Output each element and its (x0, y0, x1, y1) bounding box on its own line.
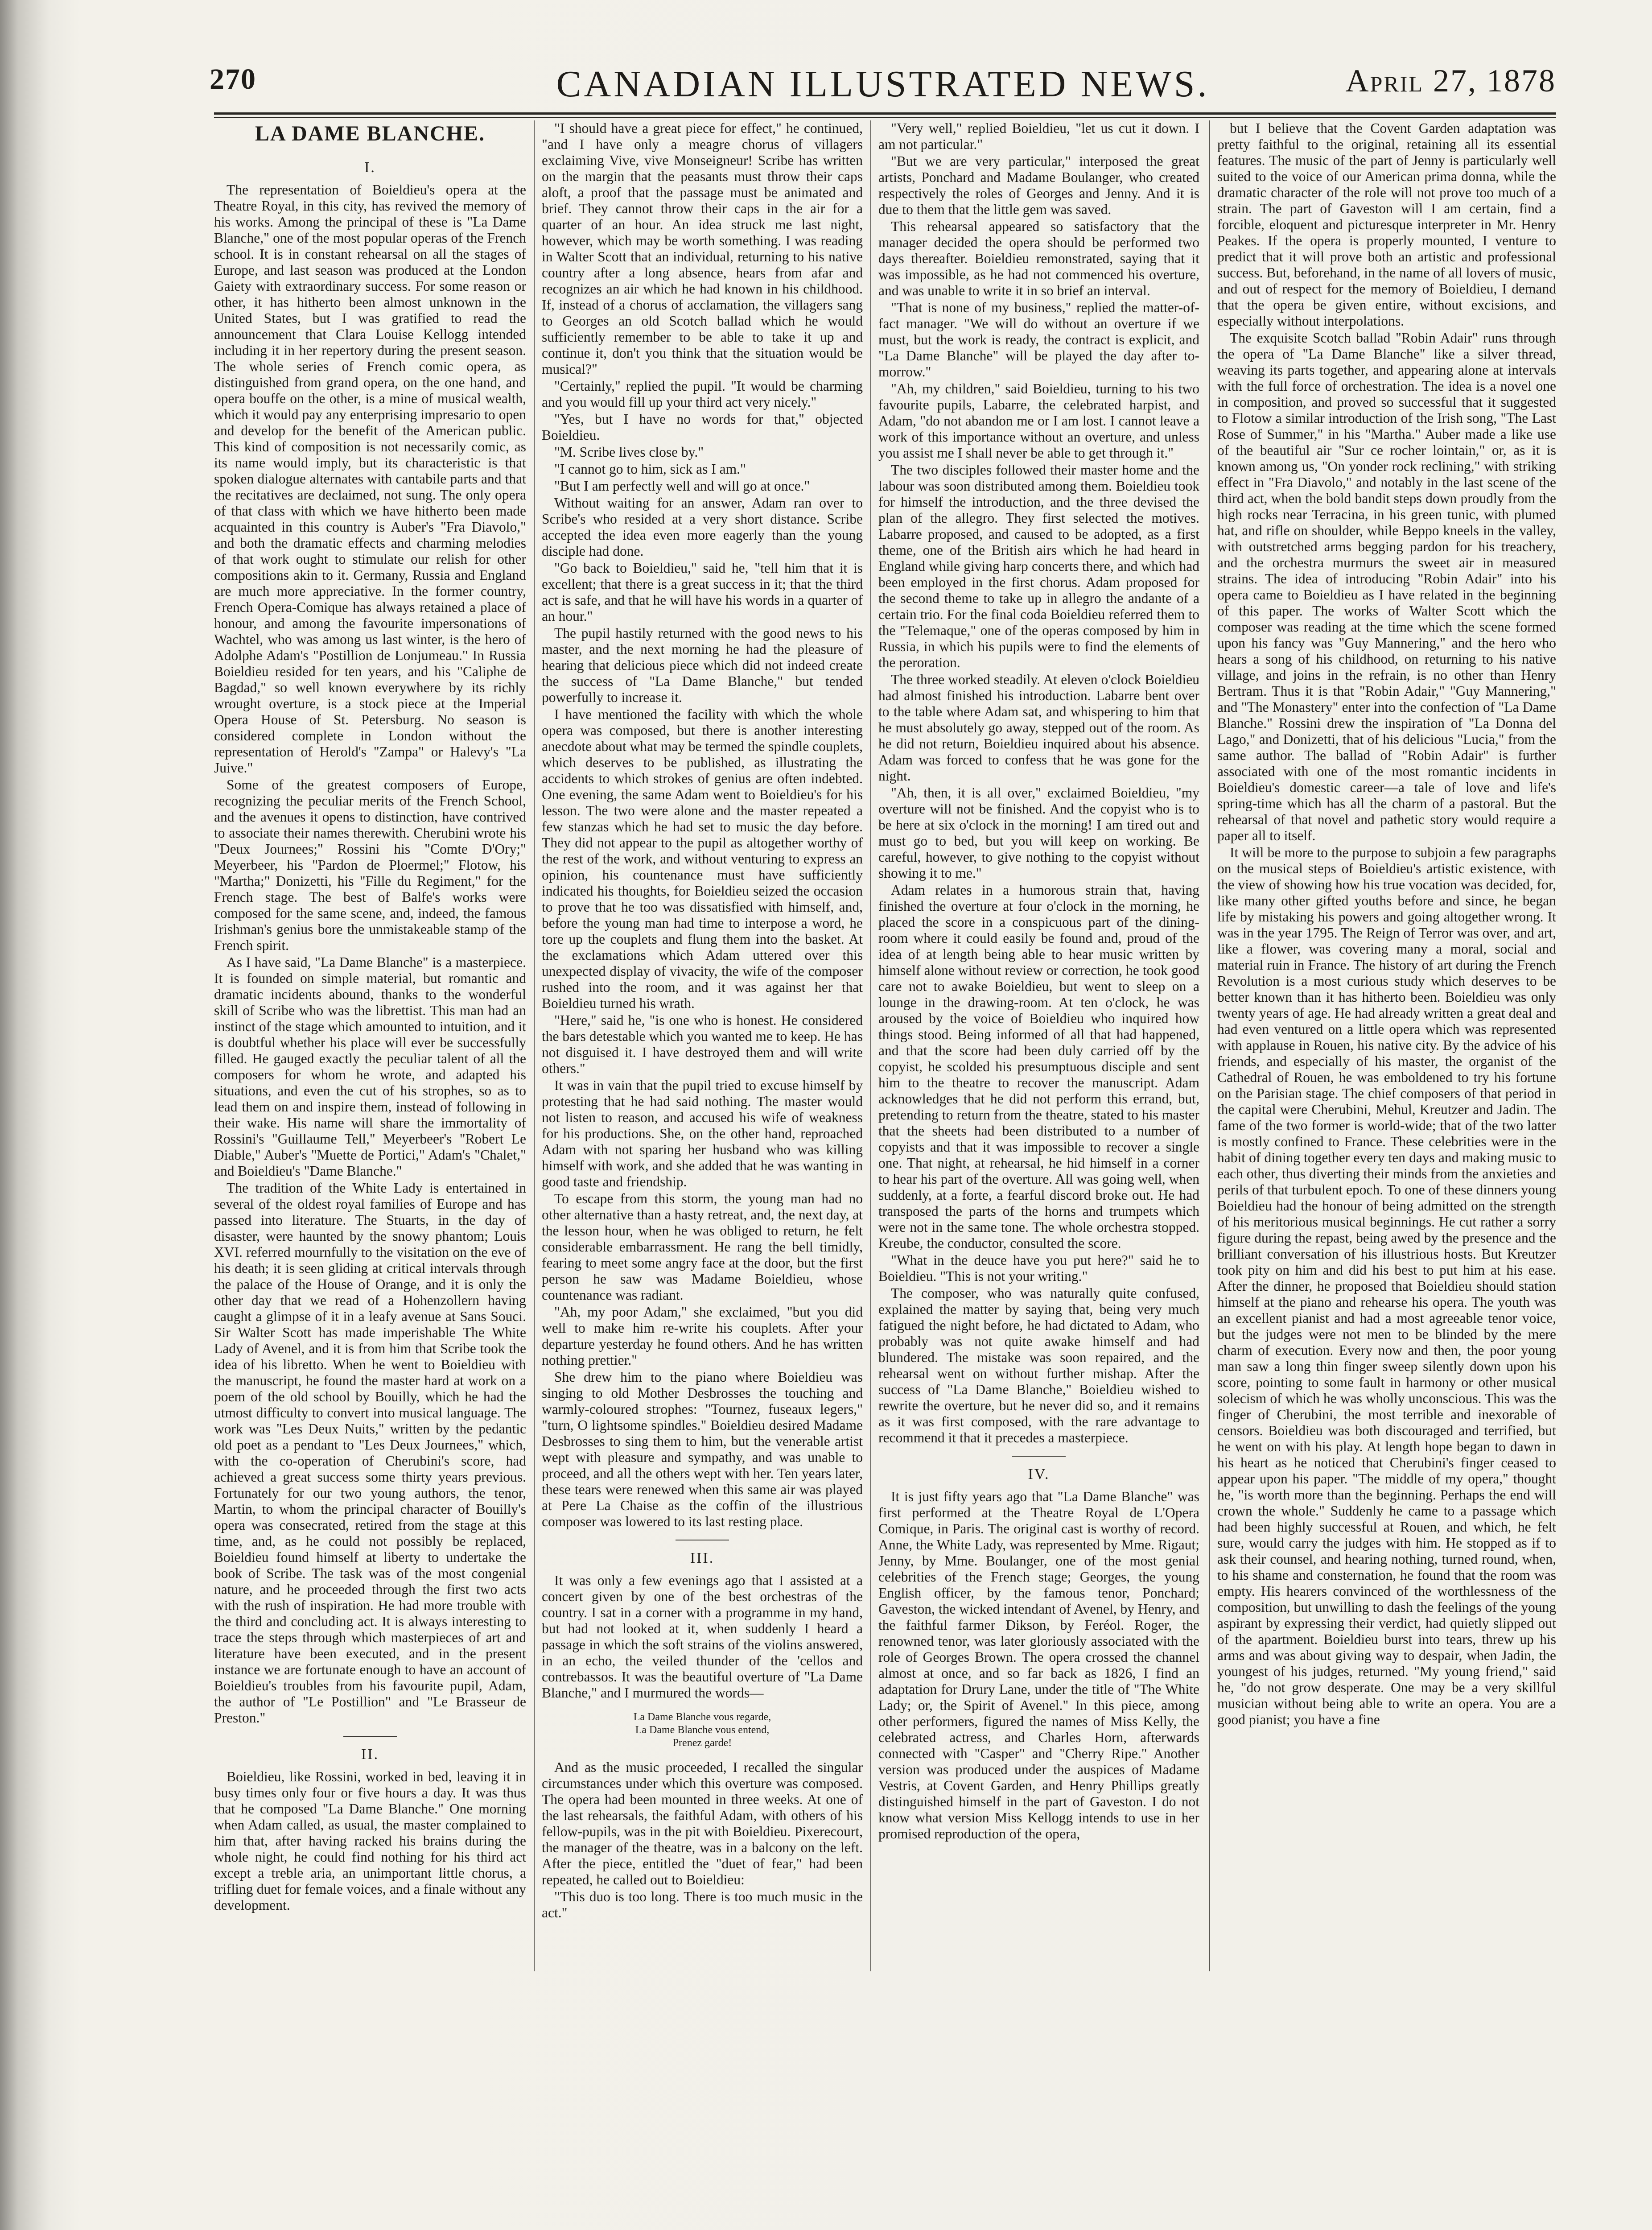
paragraph: The two disciples followed their master home and the labour was soon distributed among them. Boieldieu took for himself the introduction, and the three devised the plan of the allegro. They first selected the motives. Labarre proposed, and caused to be adopted, as a first theme, one of the British airs which he had heard in England while giving harp concerts there, and which had been employed in the first chorus. Adam proposed for the second theme to take up in allegro the andante of a certain trio. For the final coda Boieldieu referred them to the "Telemaque," one of the operas composed by him in Russia, in which his pupils were to find the elements of the peroration. (878, 462, 1199, 670)
paragraph: This rehearsal appeared so satisfactory that the manager decided the opera should be performed two days thereafter. Boieldieu remonstrated, saying that it was impossible, as he had not commenced his overture, and was unable to write it in so brief an interval. (878, 219, 1199, 298)
verse-line: Prenez garde! (672, 1737, 732, 1749)
article-title: LA DAME BLANCHE. (255, 122, 486, 145)
article-body (542, 1573, 863, 1701)
paragraph: "Here," said he, "is one who is honest. He considered the bars detestable which you wanted me to keep. He has not disguised it. I have destroyed them and will write others." (542, 1012, 863, 1076)
paragraph: "I cannot go to him, sick as I am." (554, 461, 746, 477)
paragraph: The pupil hastily returned with the good news to his master, and the next morning he had the pleasure of hearing that delicious piece which did not indeed create the success of "La Dame Blanche," but tended powerfully to increase it. (542, 625, 863, 705)
paragraph: It is just fifty years ago that "La Dame Blanche" was first performed at the Theatre Royal de L'Opera Comique, in Paris. The original cast is worthy of record. Anne, the White Lady, was represented by Mme. Rigaut; Jenny, by Mme. Boulanger, one of the most genial celebrities of the French stage; Georges, the young English officer, by the famous tenor, Ponchard; Gaveston, the wicked intendant of Avenel, by Henry, and the faithful farmer Dikson, by Feréol. Roger, the renowned tenor, was later gloriously associated with the role of Georges Brown. The opera crossed the channel almost at once, and so far back as 1826, I find an adaptation for Drury Lane, under the title of "The White Lady; or, the Spirit of Avenel." In this piece, among other performers, figured the names of Miss Kelly, the celebrated actress, and Charles Horn, afterwards connected with "Casper" and "Cherry Ripe." Another version was produced under the auspices of Madame Vestris, at Covent Garden, and Henry Phillips greatly distinguished himself in the part of Gaveston. I do not know what version Miss Kellogg intends to use in her promised reproduction of the opera, (878, 1489, 1199, 1842)
paragraph: The tradition of the White Lady is entertained in several of the oldest royal families of Europe and has passed into literature. The Stuarts, in the day of disaster, were haunted by the snowy phantom; Louis XVI. referred mournfully to the visitation on the eve of his death; it is seen gliding at critical intervals through the palace of the House of Orange, and it is only the other day that we read of a Hohenzollern having caught a glimpse of it in a leafy avenue at Sans Souci. Sir Walter Scott has made imperishable The White Lady of Avenel, and it is from him that Scribe took the idea of his libretto. When he went to Boieldieu with the manuscript, he found the master hard at work on a poem of the old school by Bouilly, which he had the utmost difficulty to convert into musical language. The work was "Les Deux Nuits," written by the pedantic old poet as a pendant to "Les Deux Journees," which, with the co-operation of Cherubini's score, had achieved a great success some thirty years previous. Fortunately for our two young authors, the tenor, Martin, to whom the principal character of Bouilly's opera was consecrated, retired from the stage at this time, and, as he could not possibly be replaced, Boieldieu found himself at liberty to undertake the book of Scribe. The task was of the most congenial nature, and he proceeded through the first two acts with the rush of inspiration. He had more trouble with the third and concluding act. It is always interesting to trace the steps through which masterpieces of art and literature have been executed, and in the present instance we are fortunate enough to have an account of Boieldieu's troubles from his favourite pupil, Adam, the author of "Le Postillion" and "Le Brasseur de Preston." (214, 1180, 526, 1726)
paragraph: but I believe that the Covent Garden adaptation was pretty faithful to the original, retaining all its essential features. The music of the part of Jenny is particularly well suited to the voice of our American prima donna, while the dramatic character of the role will not prove too much of a strain. The part of Gaveston will I am certain, find a forcible, eloquent and picturesque interpreter in Mr. Henry Peakes. If the opera is properly mounted, I venture to predict that it will prove both an artistic and professional success. But, beforehand, in the name of all lovers of music, and out of respect for the memory of Boieldieu, I demand that the opera be given entire, without excisions, and especially without interpolations. (1217, 120, 1556, 329)
paragraph: The three worked steadily. At eleven o'clock Boieldieu had almost finished his introduction. Labarre bent over to the table where Adam sat, and whispering to him that he must absolutely go away, stepped out of the room. As he did not return, Boieldieu inquired about his absence. Adam was forced to confess that he was gone for the night. (878, 672, 1199, 784)
column-divider (534, 120, 535, 1971)
paragraph: And as the music proceeded, I recalled the singular circumstances under which this overture was composed. The opera had been mounted in three weeks. At one of the last rehearsals, the faithful Adam, with others of his fellow-pupils, was in the pit with Boieldieu. Pixerecourt, the manager of the theatre, was in a balcony on the left. After the piece, entitled the "duet of fear," had been repeated, he called out to Boieldieu: (542, 1759, 863, 1887)
paragraph: Some of the greatest composers of Europe, recognizing the peculiar merits of the French School, and the avenues it opens to distinction, have contrived to associate their names therewith. Cherubini wrote his "Deux Journees;" Rossini his "Comte D'Ory;" Meyerbeer, his "Pardon de Ploermel;" Flotow, his "Martha;" Donizetti, his "Fille du Regiment," for the French stage. The best of Balfe's works were composed for the same scene, and, indeed, the famous Irishman's genius bore the unmistakeable stamp of the French spirit. (214, 777, 526, 953)
paragraph: To escape from this storm, the young man had no other alternative than a hasty retreat, and, the next day, at the lesson hour, when he was obliged to return, he felt considerable embarrassment. He rang the bell timidly, fearing to meet some angry face at the door, but the first person he saw was Madame Boieldieu, whose countenance was radiant. (542, 1191, 863, 1303)
paragraph: "That is none of my business," replied the matter-of-fact manager. "We will do without an overture if we must, but the work is ready, the contract is explicit, and "La Dame Blanche" will be played the day after to-morrow." (878, 300, 1199, 380)
paragraph: "But I am perfectly well and will go at once." (554, 478, 810, 494)
section-separator (343, 1736, 397, 1737)
paragraph: "But we are very particular," interposed the great artists, Ponchard and Madame Boulanger, who created respectively the roles of Georges and Jenny. And it is due to them that the little gem was saved. (878, 153, 1199, 217)
article-body (214, 182, 526, 1726)
section-heading-2: II. (361, 1746, 379, 1763)
paragraph: She drew him to the piano where Boieldieu was singing to old Mother Desbrosses the touching and warmly-coloured strophes: "Tournez, fuseaux legers," "turn, O lightsome spindles." Boieldieu desired Madame Desbrosses to sing them to him, but the venerable artist wept with pleasure and sympathy, and was unable to proceed, and all the others wept with her. Ten years later, these tears were renewed when this same air was played at Pere La Chaise as the coffin of the illustrious composer was lowered to its last resting place. (542, 1369, 863, 1529)
verse-line: La Dame Blanche vous regarde, (633, 1711, 771, 1723)
section-heading-3: III. (690, 1550, 715, 1566)
paragraph: "Ah, my poor Adam," she exclaimed, "but you did well to make him re-write his couplets. After your departure yesterday he found others. And he has written nothing prettier." (542, 1304, 863, 1368)
paragraph: "Very well," replied Boieldieu, "let us cut it down. I am not particular." (878, 120, 1199, 152)
paragraph: "Ah, then, it is all over," exclaimed Boieldieu, "my overture will not be finished. And the copyist who is to be here at six o'clock in the morning! I am tired out and must go to bed, but you will keep on working. Be careful, however, to give nothing to the copyist without showing it to me." (878, 785, 1199, 881)
column-divider (1209, 120, 1210, 1971)
masthead: CANADIAN ILLUSTRATED NEWS. (556, 63, 1210, 105)
article-body (542, 1759, 863, 1921)
paragraph: I have mentioned the facility with which the whole opera was composed, but there is another interesting anecdote about what may be termed the spindle couplets, which deserves to be published, as illustrating the accidents to which strokes of genius are often indebted. One evening, the same Adam went to Boieldieu's for his lesson. The two were alone and the master repeated a few stanzas which he had set to music the day before. They did not appear to the pupil as altogether worthy of the rest of the work, and without venturing to express an opinion, his countenance must have sufficiently indicated his thoughts, for Boieldieu seized the occasion to prove that he too was dissatisfied with himself, and, before the young man had time to interpose a word, he tore up the couplets and flung them into the basket. At the exclamations which Adam uttered over this unexpected display of vivacity, the wife of the composer rushed into the room, and it was against her that Boieldieu turned his wrath. (542, 706, 863, 1011)
paragraph: "Ah, my children," said Boieldieu, turning to his two favourite pupils, Labarre, the celebrated harpist, and Adam, "do not abandon me or I am lost. I cannot leave a work of this importance without an overture, and unless you assist me I shall never be able to get through it." (878, 381, 1199, 461)
column-divider (870, 120, 871, 1971)
paragraph: The representation of Boieldieu's opera at the Theatre Royal, in this city, has revived the memory of his works. Among the principal of these is "La Dame Blanche," one of the most popular operas of the French school. It is in constant rehearsal on all the stages of Europe, and last season was produced at the London Gaiety with extraordinary success. For some reason or other, it has hitherto been almost unknown in the United States, but I was gratified to read the announcement that Clara Louise Kellogg intended including it in her repertory during the present season. The whole series of French comic opera, as distinguished from grand opera, on the one hand, and opera bouffe on the other, is a mine of musical wealth, which it would pay any enterprising impresario to open and develop for the benefit of the American public. This kind of composition is not necessarily comic, as its name would imply, but its characteristic is that spoken dialogue alternates with cantabile parts and that the recitatives are declaimed, not sung. The only opera of that class with which we have hitherto been made acquainted in this country is Auber's "Fra Diavolo," and both the dramatic effects and charming melodies of that work ought to stimulate our relish for other compositions akin to it. Germany, Russia and England are much more appreciative. In the former country, French Opera-Comique has always retained a place of honour, and among the favourite impersonations of Wachtel, who was among us last winter, is the hero of Adolphe Adam's "Postillion de Lonjumeau." In Russia Boieldieu resided for ten years, and his "Caliphe de Bagdad," so well known everywhere by its richly wrought overture, is a stock piece at the Imperial Opera House of St. Petersburg. No season is considered complete in London without the representation of Herold's "Zampa" or Halevy's "La Juive." (214, 182, 526, 776)
paragraph: It will be more to the purpose to subjoin a few paragraphs on the musical steps of Boieldieu's artistic existence, with the view of showing how his true vocation was decided, for, like many other gifted youths before and since, he began life by mistaking his powers and going altogether wrong. It was in the year 1795. The Reign of Terror was over, and art, like a flower, was covering many a moral, social and material ruin in France. The history of art during the French Revolution is a most curious study which deserves to be better known than it has hitherto been. Boieldieu was only twenty years of age. He had already written a great deal and had even ventured on a little opera which was represented with applause in Rouen, his native city. By the advice of his friends, and especially of his master, the organist of the Cathedral of Rouen, he was emboldened to try his fortune on the Parisian stage. The chief composers of that period in the capital were Cherubini, Mehul, Kreutzer and Jadin. The fame of the two former is world-wide; that of the two latter is mostly confined to France. These celebrities were in the habit of dining together every ten days and making music to each other, thus diverting their minds from the anxieties and perils of that turbulent epoch. To one of these dinners young Boieldieu had the honour of being admitted on the strength of his meritorious musical beginnings. He cut rather a sorry figure during the repast, being awed by the presence and the brilliant conversation of his illustrious hosts. But Kreutzer took pity on him and did his best to put him at his ease. After the dinner, he proposed that Boieldieu should station himself at the piano and rehearse his opera. The youth was an excellent pianist and had a most agreeable tenor voice, but the judges were not men to be blinded by the mere charm of execution. Every now and then, the poor young man saw a long thin finger sweep silently down upon his score, pointing to some fault in harmony or other musical solecism of which he was wholly unconscious. This was the finger of Cherubini, the most terrible and inexorable of censors. Boieldieu was both discouraged and terrified, but he went on with his play. At length hope began to dawn in his heart as he noticed that Cherubini's finger ceased to appear upon his paper. "The middle of my opera," thought he, "is worth more than the beginning. Perhaps the end will crown the whole." Suddenly he came to a passage which had been highly successful at Rouen, and which, he felt sure, would carry the judges with him. He stopped as if to ask their counsel, and hearing nothing, turned round, when, to his shame and consternation, he found that the room was empty. His hearers convinced of the worthlessness of the composition, but unwilling to dash the feelings of the young aspirant by expressing their verdict, had quietly slipped out of the apartment. Boieldieu burst into tears, threw up his arms and was about giving way to despair, when Jadin, the youngest of his judges, returned. "My young friend," said he, "do not grow desperate. One may be a very skillful musician without being able to write an opera. You are a good pianist; you have a fine (1217, 845, 1556, 1727)
verse-line: La Dame Blanche vous entend, (635, 1724, 770, 1736)
column-1 (214, 120, 526, 1971)
paragraph: "I should have a great piece for effect," he continued, "and I have only a meagre chorus of villagers exclaiming Vive, vive Monseigneur! Scribe has written on the margin that the peasants must throw their caps aloft, a proof that the passage must be animated and brief. They cannot throw their caps in the air for a quarter of an hour. An idea struck me last night, however, which may be worth something. I was reading in Walter Scott that an individual, returning to his native country after a long absence, hears from afar and recognizes an air which he had known in his childhood. If, instead of a chorus of acclamation, the villagers sang to Georges an old Scotch ballad which he would sufficiently remember to be able to take it up and continue it, don't you think that the situation would be musical?" (542, 120, 863, 377)
column-2 (542, 120, 863, 1971)
article-body (542, 120, 863, 1530)
verse-quote (542, 1711, 863, 1750)
column-4 (1217, 120, 1556, 1971)
article-body (878, 1489, 1199, 1842)
column-3 (878, 120, 1199, 1971)
section-separator (1012, 1456, 1066, 1457)
section-heading-1: I. (364, 159, 376, 176)
paragraph: Without waiting for an answer, Adam ran over to Scribe's who resided at a very short distance. Scribe accepted the idea even more eagerly than the young disciple had done. (542, 495, 863, 559)
paragraph: It was only a few evenings ago that I assisted at a concert given by one of the best orchestras of the country. I sat in a corner with a programme in my hand, but had not looked at it, when suddenly I heard a passage in which the soft strains of the violins answered, in an echo, the veiled thunder of the 'cellos and contrebassos. It was the beautiful overture of "La Dame Blanche," and I murmured the words— (542, 1573, 863, 1701)
paragraph: "What in the deuce have you put here?" said he to Boieldieu. "This is not your writing." (878, 1252, 1199, 1284)
paragraph: "Certainly," replied the pupil. "It would be charming and you would fill up your third act very nicely." (542, 378, 863, 410)
article-body (878, 120, 1199, 1446)
page-header (210, 54, 1556, 120)
paragraph: "Yes, but I have no words for that," objected Boieldieu. (542, 411, 863, 443)
paragraph: It was in vain that the pupil tried to excuse himself by protesting that he had said nothing. The master would not listen to reason, and accused his wife of weakness for his productions. She, on the other hand, reproached Adam with not sparing her husband who was killing himself with work, and she added that he was wanting in good taste and friendship. (542, 1078, 863, 1189)
paragraph: The composer, who was naturally quite confused, explained the matter by saying that, being very much fatigued the night before, he had dictated to Adam, who probably was not quite awake himself and had blundered. The mistake was soon repaired, and the rehearsal went on without further mishap. After the success of "La Dame Blanche," Boieldieu wished to rewrite the overture, but he never did so, and it remains as it was first composed, with the rare advantage to recommend it that it precedes a masterpiece. (878, 1285, 1199, 1445)
article-body (1217, 120, 1556, 1728)
paragraph: Adam relates in a humorous strain that, having finished the overture at four o'clock in the morning, he placed the score in a conspicuous part of the dining-room where it could easily be found and, proud of the idea of at length being able to hear music written by himself alone without review or correction, he took good care not to awake Boieldieu, but went to sleep on a lounge in the drawing-room. At ten o'clock, he was aroused by the voice of Boieldieu who inquired how things stood. Being informed of all that had happened, and that the score had been duly carried off by the copyist, he scolded his presumptuous disciple and sent him to the theatre to recover the manuscript. Adam acknowledges that he did not perform this errand, but, pretending to return from the theatre, stated to his master that the sheets had been distributed to a number of copyists and that it was impossible to recover a single one. That night, at rehearsal, he hid himself in a corner to hear his part of the overture. All was going well, when suddenly, at a forte, a fearful discord broke out. He had transposed the parts of the horns and trumpets which were not in the same tone. The whole orchestra stopped. Kreube, the conductor, consulted the score. (878, 882, 1199, 1251)
paragraph: "M. Scribe lives close by." (554, 444, 704, 460)
issue-date: April 27, 1878 (1345, 63, 1556, 99)
header-rule-thin (214, 117, 1556, 118)
paragraph: The exquisite Scotch ballad "Robin Adair" runs through the opera of "La Dame Blanche" like a silver thread, weaving its parts together, and appearing alone at intervals with the full force of orchestration. The idea is a novel one in composition, and proved so successful that it suggested to Flotow a similar introduction of the Irish song, "The Last Rose of Summer," in his "Martha." Auber made a like use of the beautiful air "Sur ce rocher lointain," or, as it is known among us, "On yonder rock reclining," with striking effect in "Fra Diavolo," and notably in the last scene of the third act, when the bold bandit steps down proudly from the high rocks near Terracina, in his green tunic, with plumed hat, and rifle on shoulder, while Beppo kneels in the valley, with outstretched arms begging pardon for his treachery, and the orchestra murmurs the sweet air in measured strains. The idea of introducing "Robin Adair" into his opera came to Boieldieu as I have related in the beginning of this paper. The works of Walter Scott which the composer was reading at the time which the scene formed upon his fancy was "Guy Mannering," and the hero who hears a song of his childhood, on returning to his native village, and joins in the refrain, is no other than Henry Bertram. Thus it is that "Robin Adair," "Guy Mannering," and "The Monastery" enter into the confection of "La Dame Blanche." Rossini drew the inspiration of "La Donna del Lago," and Donizetti, that of his delicious "Lucia," from the same author. The ballad of "Robin Adair" is further associated with one of the most romantic incidents in Boieldieu's domestic career—a tale of love and life's spring-time which has all the charm of a pastoral. But the rehearsal of that novel and pathetic story would require a paper all to itself. (1217, 330, 1556, 843)
paragraph: Boieldieu, like Rossini, worked in bed, leaving it in busy times only four or five hours a day. It was thus that he composed "La Dame Blanche." One morning when Adam called, as usual, the master complained to him that, after having racked his brains during the whole night, he could find nothing for his third act except a treble aria, an unimportant little chorus, a trifling duet for female voices, and a finale without any development. (214, 1769, 526, 1913)
page-number: 270 (210, 63, 256, 95)
paragraph: "Go back to Boieldieu," said he, "tell him that it is excellent; that there is a great success in it; that the third act is safe, and that he will have his words in a quarter of an hour." (542, 560, 863, 624)
header-rule (214, 112, 1556, 115)
paragraph: "This duo is too long. There is too much music in the act." (542, 1889, 863, 1920)
article-body (214, 1769, 526, 1913)
paragraph: As I have said, "La Dame Blanche" is a masterpiece. It is founded on simple material, but romantic and dramatic incidents abound, thanks to the wonderful skill of Scribe who was the librettist. This man had an instinct of the stage which amounted to intuition, and it is doubtful whether his place will ever be successfully filled. He gauged exactly the peculiar talent of all the composers for whom he wrote, and adapted his situations, and even the cut of his strophes, so as to lead them on and inspire them, instead of following in their wake. His name will share the immortality of Rossini's "Guillaume Tell," Meyerbeer's "Robert Le Diable," Auber's "Muette de Portici," Adam's "Chalet," and Boieldieu's "Dame Blanche." (214, 954, 526, 1179)
section-heading-4: IV. (1028, 1466, 1050, 1483)
